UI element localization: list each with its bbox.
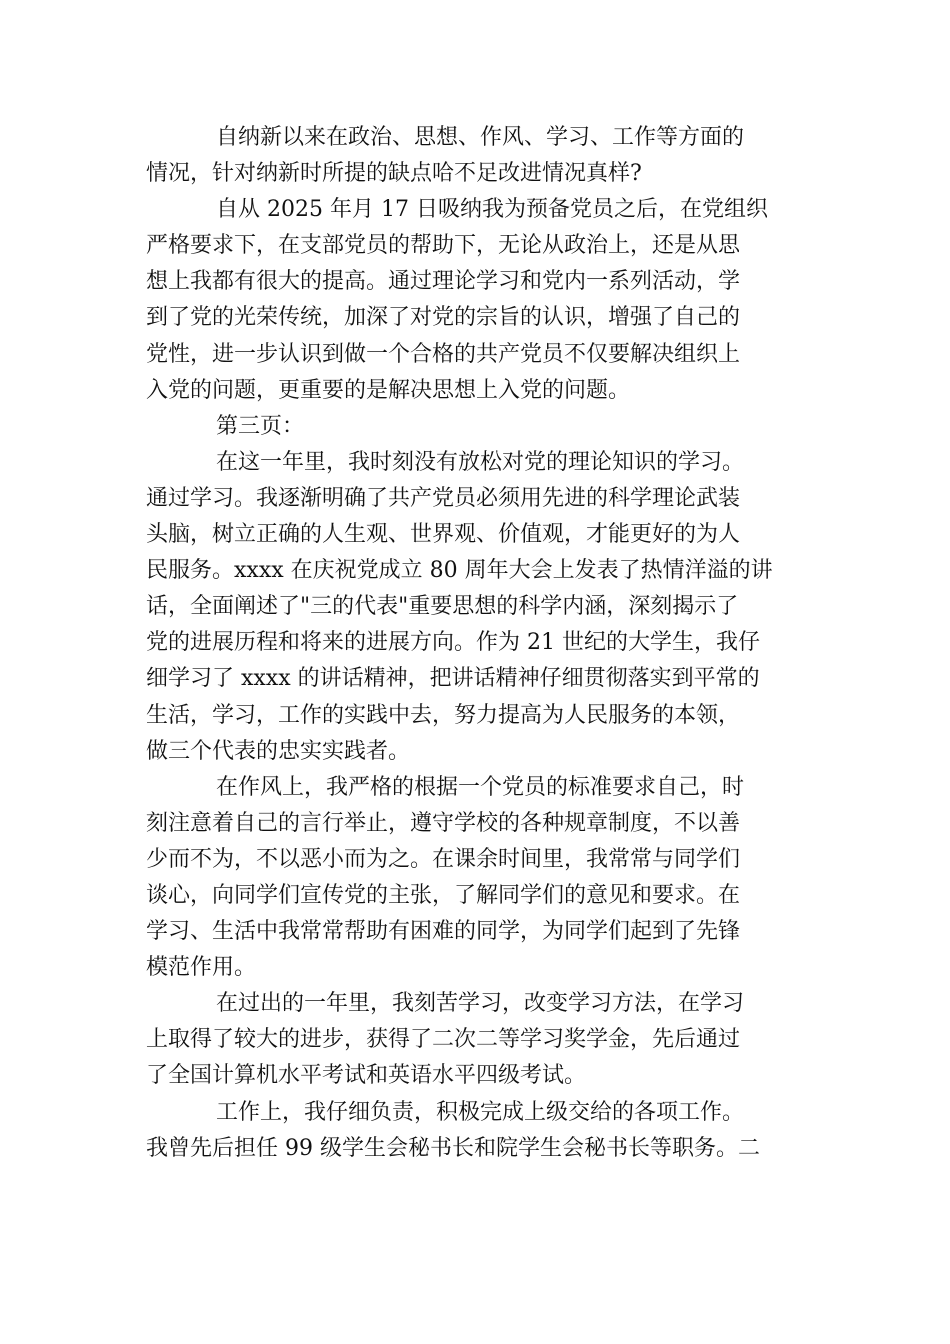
text-line: 上取得了较大的进步，获得了二次二等学习奖学金，先后通过 bbox=[146, 1027, 741, 1053]
text-line: 党的进展历程和将来的进展方向。作为 21 世纪的大学生，我仔 bbox=[146, 630, 760, 656]
text-line: 学习、生活中我常常帮助有困难的同学，为同学们起到了先锋 bbox=[146, 919, 741, 945]
text-line: 了全国计算机水平考试和英语水平四级考试。 bbox=[146, 1063, 587, 1089]
text-line: 我曾先后担任 99 级学生会秘书长和院学生会秘书长等职务。二 bbox=[146, 1135, 760, 1161]
text-line: 做三个代表的忠实实践者。 bbox=[146, 738, 411, 764]
section-heading: 第三页： bbox=[216, 413, 305, 439]
text-line: 严格要求下，在支部党员的帮助下，无论从政治上，还是从思 bbox=[146, 233, 741, 259]
text-line: 在作风上，我严格的根据一个党员的标准要求自己，时 bbox=[216, 774, 745, 800]
text-line: 在这一年里，我时刻没有放松对党的理论知识的学习。 bbox=[216, 449, 745, 475]
text-line: 自从 2025 年月 17 日吸纳我为预备党员之后，在党组织 bbox=[216, 197, 768, 223]
text-line: 刻注意着自己的言行举止，遵守学校的各种规章制度，不以善 bbox=[146, 810, 741, 836]
document-body bbox=[146, 120, 806, 1167]
text-line: 生活，学习，工作的实践中去，努力提高为人民服务的本领， bbox=[146, 702, 741, 728]
text-line: 自纳新以来在政治、思想、作风、学习、工作等方面的 bbox=[216, 125, 745, 150]
text-line: 到了党的光荣传统，加深了对党的宗旨的认识，增强了自己的 bbox=[146, 305, 741, 331]
text-line: 少而不为，不以恶小而为之。在课余时间里，我常常与同学们 bbox=[146, 846, 741, 872]
text-line: 通过学习。我逐渐明确了共产党员必须用先进的科学理论武装 bbox=[146, 485, 741, 511]
text-line: 民服务。xxxx 在庆祝党成立 80 周年大会上发表了热情洋溢的讲 bbox=[146, 558, 773, 584]
text-line: 模范作用。 bbox=[146, 955, 257, 981]
text-line: 入党的问题，更重要的是解决思想上入党的问题。 bbox=[146, 377, 631, 403]
text-line: 细学习了 xxxx 的讲话精神，把讲话精神仔细贯彻落实到平常的 bbox=[146, 666, 760, 692]
text-line: 党性，进一步认识到做一个合格的共产党员不仅要解决组织上 bbox=[146, 341, 741, 367]
text-line: 谈心，向同学们宣传党的主张，了解同学们的意见和要求。在 bbox=[146, 882, 741, 908]
text-line: 想上我都有很大的提高。通过理论学习和党内一系列活动，学 bbox=[146, 269, 741, 295]
text-line: 情况，针对纳新时所提的缺点哈不足改进情况真样? bbox=[146, 161, 642, 187]
text-line: 头脑，树立正确的人生观、世界观、价值观，才能更好的为人 bbox=[146, 522, 741, 548]
text-line: 话，全面阐述了"三的代表"重要思想的科学内涵，深刻揭示了 bbox=[146, 594, 739, 620]
text-line: 工作上，我仔细负责，积极完成上级交给的各项工作。 bbox=[216, 1099, 745, 1125]
text-line: 在过出的一年里，我刻苦学习，改变学习方法，在学习 bbox=[216, 991, 745, 1017]
